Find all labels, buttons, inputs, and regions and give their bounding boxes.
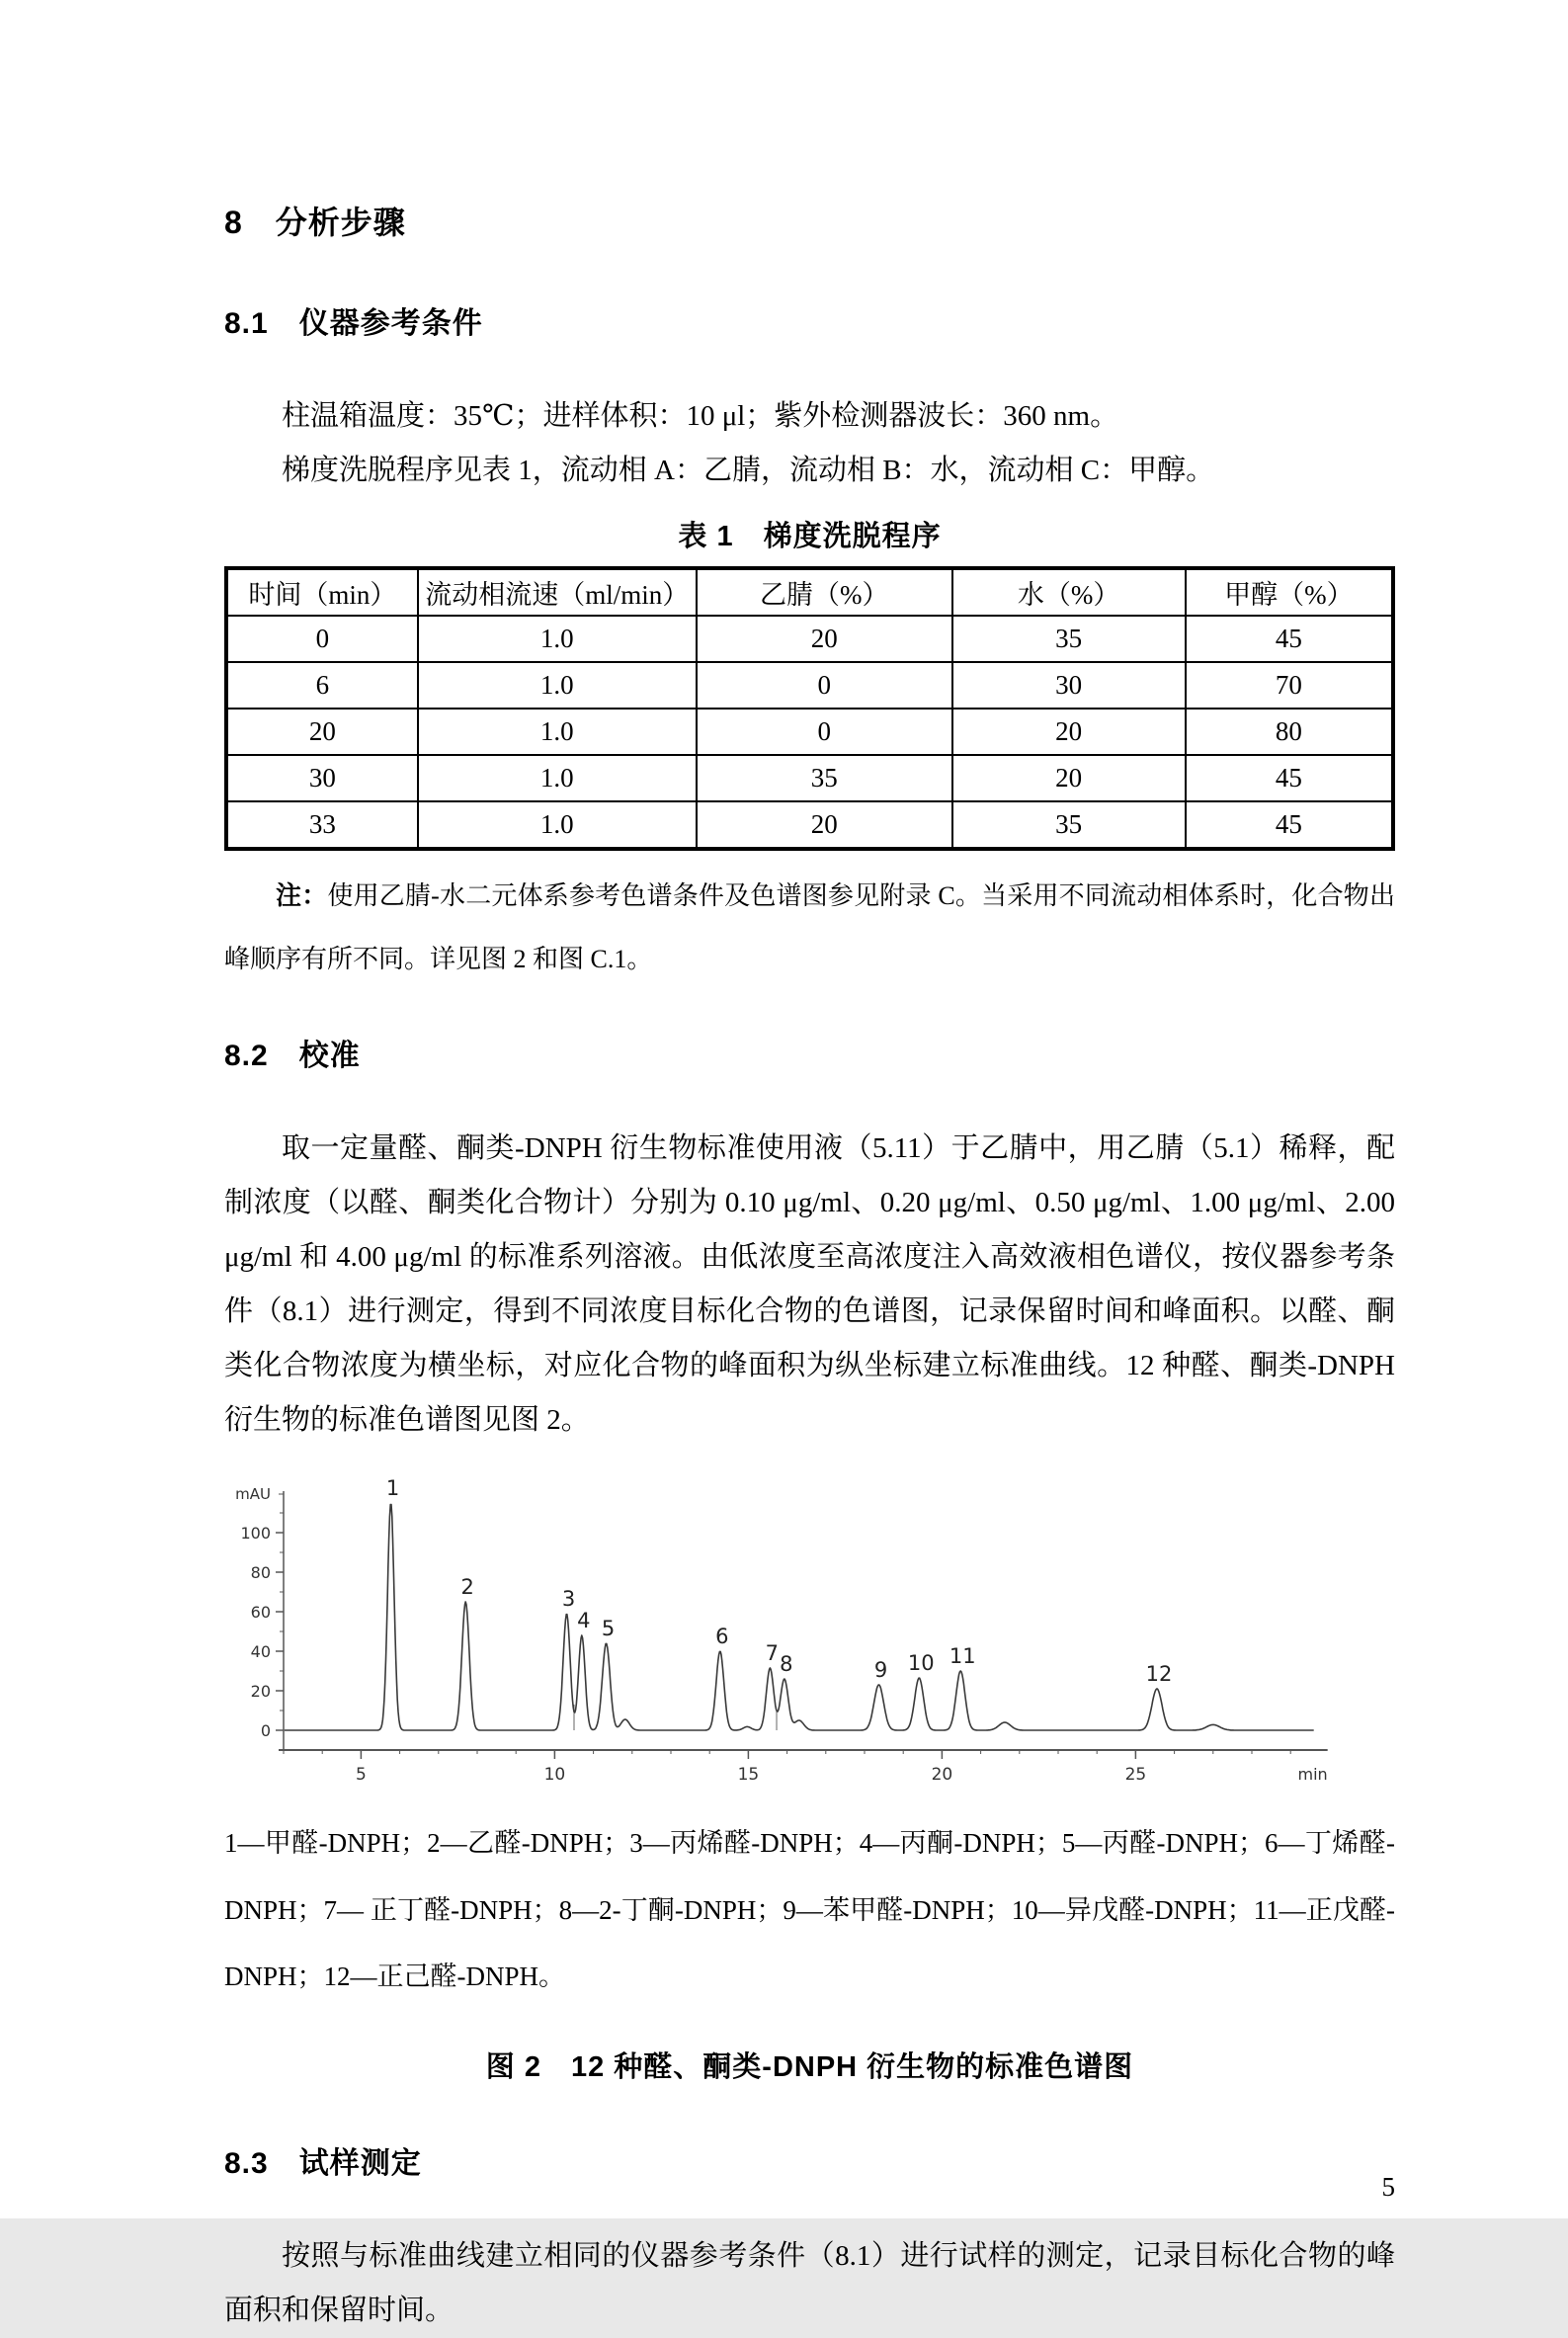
svg-text:4: 4 [577, 1609, 591, 1633]
table-cell: 45 [1186, 755, 1393, 801]
table-row [226, 616, 1393, 662]
table-1-caption: 表 1 梯度洗脱程序 [678, 521, 942, 553]
table-cell: 70 [1186, 662, 1393, 709]
table-cell: 30 [952, 662, 1186, 709]
col-header-flowrate: 流动相流速（ml/min） [418, 568, 697, 616]
svg-text:80: 80 [250, 1563, 271, 1583]
para-8-1-line1: 柱温箱温度：35℃；进样体积：10 μl；紫外检测器波长：360 nm。 [282, 400, 1119, 432]
svg-text:mAU: mAU [235, 1485, 271, 1504]
table-cell: 1.0 [418, 801, 697, 849]
svg-text:40: 40 [250, 1642, 271, 1662]
table-cell: 1.0 [418, 755, 697, 801]
table-cell: 1.0 [418, 709, 697, 755]
table-cell: 0 [697, 709, 952, 755]
table-cell: 1.0 [418, 616, 697, 662]
gradient-elution-table [224, 566, 1395, 851]
table-cell: 35 [952, 801, 1186, 849]
table-cell: 35 [952, 616, 1186, 662]
svg-text:12: 12 [1145, 1662, 1173, 1687]
svg-text:15: 15 [737, 1765, 760, 1786]
table-cell: 45 [1186, 801, 1393, 849]
svg-text:20: 20 [931, 1765, 953, 1786]
table-cell: 80 [1186, 709, 1393, 755]
svg-text:5: 5 [601, 1617, 616, 1641]
figure-2-caption: 图 2 12 种醛、酮类-DNPH 衍生物的标准色谱图 [485, 2050, 1134, 2083]
para-8-1-line2: 梯度洗脱程序见表 1，流动相 A：乙腈，流动相 B：水，流动相 C：甲醇。 [282, 455, 1215, 487]
table-cell: 1.0 [418, 662, 697, 709]
svg-text:0: 0 [260, 1721, 271, 1741]
svg-text:60: 60 [250, 1603, 271, 1623]
col-header-water: 水（%） [952, 568, 1186, 616]
table-row [226, 709, 1393, 755]
section-8-3-heading: 8.3 试样测定 [224, 2146, 422, 2180]
note-prefix: 注： [276, 881, 328, 911]
figure-2-legend: 1—甲醛-DNPH；2—乙醛-DNPH；3—丙烯醛-DNPH；4—丙酮-DNPH；5—丙醛-DNPH；6—丁烯醛-DNPH；7— 正丁醛-DNPH；8—2-丁酮-DNPH；9—苯甲醛-DNPH；10—异戊醛-DNPH；11—正戊醛-DNPH；12—正己醛-DNPH。 [224, 1828, 1395, 1992]
svg-text:2: 2 [460, 1575, 474, 1600]
section-8-2-heading: 8.2 校准 [224, 1039, 361, 1072]
table-cell: 20 [226, 709, 418, 755]
table-cell: 20 [697, 801, 952, 849]
note-body: 使用乙腈-水二元体系参考色谱条件及色谱图参见附录 C。当采用不同流动相体系时，化合物出峰顺序有所不同。详见图 2 和图 C.1。 [224, 881, 1395, 973]
svg-text:20: 20 [250, 1682, 271, 1702]
svg-text:10: 10 [907, 1651, 935, 1676]
svg-text:11: 11 [949, 1644, 976, 1669]
table-cell: 20 [952, 755, 1186, 801]
svg-text:25: 25 [1124, 1765, 1147, 1786]
table-cell: 30 [226, 755, 418, 801]
table-cell: 35 [697, 755, 952, 801]
col-header-time: 时间（min） [226, 568, 418, 616]
table-cell: 20 [697, 616, 952, 662]
table-cell: 0 [226, 616, 418, 662]
table-row [226, 755, 1393, 801]
svg-text:8: 8 [780, 1652, 793, 1677]
section-8-1-heading: 8.1 仪器参考条件 [224, 307, 483, 340]
svg-text:6: 6 [715, 1625, 729, 1649]
table-cell: 45 [1186, 616, 1393, 662]
col-header-acetonitrile: 乙腈（%） [697, 568, 952, 616]
table-cell: 6 [226, 662, 418, 709]
svg-text:9: 9 [873, 1658, 888, 1683]
chromatogram-chart [224, 1476, 1395, 1799]
svg-text:min: min [1297, 1765, 1328, 1785]
svg-text:5: 5 [355, 1765, 367, 1786]
page-number: 5 [1381, 2172, 1395, 2202]
para-8-3: 按照与标准曲线建立相同的仪器参考条件（8.1）进行试样的测定，记录目标化合物的峰面积和保留时间。 [224, 2239, 1395, 2326]
svg-text:100: 100 [240, 1524, 271, 1544]
svg-text:10: 10 [543, 1765, 566, 1786]
col-header-methanol: 甲醇（%） [1186, 568, 1393, 616]
table-row [226, 662, 1393, 709]
chromatogram-figure [224, 1476, 1395, 1804]
svg-text:3: 3 [561, 1587, 576, 1612]
table-cell: 0 [697, 662, 952, 709]
section-8-heading: 8 分析步骤 [224, 205, 406, 240]
table-cell: 20 [952, 709, 1186, 755]
para-8-2: 取一定量醛、酮类-DNPH 衍生物标准使用液（5.11）于乙腈中，用乙腈（5.1）稀释，配制浓度（以醛、酮类化合物计）分别为 0.10 μg/ml、0.20 μg/ml、0.50 μg/ml、1.00 μg/ml、2.00 μg/ml 和 4.00 μg/ml 的标准系列溶液。由低浓度至高浓度注入高效液相色谱仪，按仪器参考条件（8.1）进行测定，得到不同浓度目标化合物的色谱图，记录保留时间和峰面积。以醛、酮类化合物浓度为横坐标，对应化合物的峰面积为纵坐标建立标准曲线。12 种醛、酮类-DNPH 衍生物的标准色谱图见图 2。 [224, 1131, 1395, 1437]
table-note [224, 865, 1395, 990]
table-header-row [226, 568, 1393, 616]
table-cell: 33 [226, 801, 418, 849]
table-row [226, 801, 1393, 849]
svg-text:7: 7 [765, 1641, 780, 1666]
svg-text:1: 1 [385, 1476, 400, 1501]
